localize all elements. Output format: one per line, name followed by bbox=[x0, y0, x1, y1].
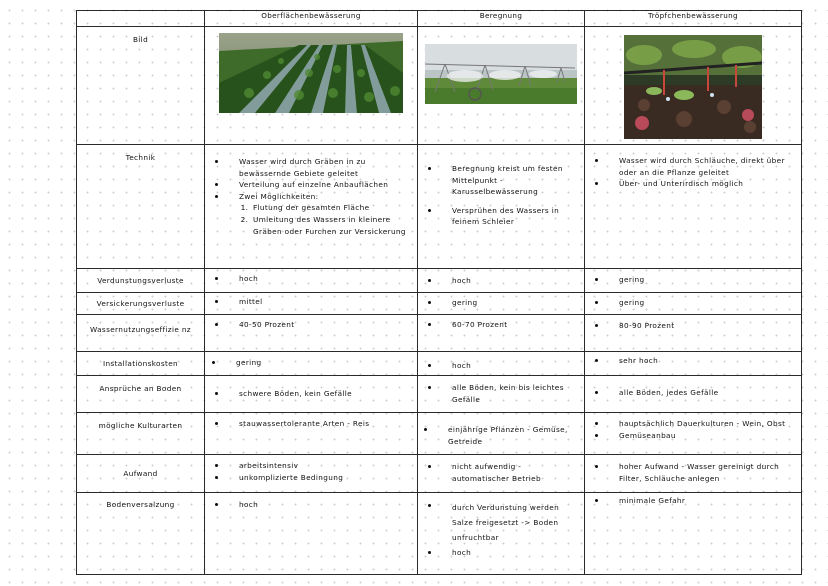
row-label-text: Wassernutzungseffizie nz bbox=[90, 325, 191, 334]
bullet-item: schwere Böden, kein Gefälle bbox=[215, 388, 411, 400]
irrigation-comparison-table bbox=[76, 10, 802, 575]
bullet-item: alle Böden, jedes Gefälle bbox=[595, 387, 795, 399]
row-ansprueche-boden bbox=[77, 376, 802, 413]
row-label-bodenversalzung bbox=[77, 493, 205, 575]
row-label-text: Versickerungsverluste bbox=[96, 299, 185, 308]
bullet-item: nicht aufwendig - automatischer Betrieb bbox=[428, 461, 578, 484]
row-label-text: Installationskosten bbox=[102, 359, 179, 368]
value-cell bbox=[585, 493, 802, 575]
value-cell bbox=[585, 293, 802, 315]
bullet-item: hoch bbox=[215, 499, 411, 511]
technik-cell-surface bbox=[205, 145, 418, 269]
row-label-text: Bodenversalzung bbox=[106, 500, 175, 509]
value-cell bbox=[418, 413, 585, 455]
row-label-versickerungsverluste bbox=[77, 293, 205, 315]
bullet-item: sehr hoch bbox=[595, 355, 795, 367]
image-cell-sprinkler bbox=[418, 27, 585, 145]
header-troepfchenbewaesserung: Tröpfchenbewässerung bbox=[585, 11, 802, 27]
value-cell bbox=[418, 376, 585, 413]
row-technik bbox=[77, 145, 802, 269]
row-label-text: Aufwand bbox=[123, 469, 158, 478]
value-cell bbox=[418, 493, 585, 575]
value-cell bbox=[418, 293, 585, 315]
value-cell bbox=[418, 315, 585, 352]
value-cell bbox=[585, 352, 802, 376]
bullet-item: durch Verdunstung werden Salze freigesetzt -> Boden unfruchtbar bbox=[428, 500, 578, 545]
bullet-item: hoch bbox=[215, 273, 411, 285]
header-beregnung: Beregnung bbox=[418, 11, 585, 27]
row-verdunstungsverluste bbox=[77, 269, 802, 293]
row-label-text: mögliche Kulturarten bbox=[98, 421, 183, 430]
bullet-item: Über- und Unterirdisch möglich bbox=[595, 178, 795, 190]
header-empty-cell bbox=[77, 11, 205, 27]
value-cell bbox=[585, 269, 802, 293]
value-cell bbox=[585, 455, 802, 493]
bullet-item: hauptsächlich Dauerkulturen - Wein, Obst bbox=[595, 418, 791, 430]
row-installationskosten bbox=[77, 352, 802, 376]
bullet-item: hoher Aufwand - Wasser gereinigt durch Filter, Schläuche anlegen bbox=[595, 461, 795, 484]
bullet-item: hoch bbox=[428, 360, 578, 372]
row-label-bild bbox=[77, 27, 205, 145]
bullet-item: gering bbox=[428, 297, 578, 309]
bullet-item: Gemüseanbau bbox=[595, 430, 791, 442]
bullet-item: 40-50 Prozent bbox=[215, 319, 411, 331]
value-cell bbox=[205, 376, 418, 413]
numbered-item: 1. Flutung der gesamten Fläche bbox=[251, 202, 411, 214]
value-cell bbox=[418, 455, 585, 493]
bullet-item: Wasser wird durch Schläuche, direkt über oder an die Pflanze geleitet bbox=[595, 155, 795, 178]
image-cell-drip bbox=[585, 27, 802, 145]
row-label-text: Technik bbox=[125, 153, 156, 162]
value-cell bbox=[205, 315, 418, 352]
row-label-text: Ansprüche an Boden bbox=[99, 384, 182, 393]
row-label-kulturarten bbox=[77, 413, 205, 455]
row-label-ansprueche-boden bbox=[77, 376, 205, 413]
row-label-technik bbox=[77, 145, 205, 269]
bullet-item: mittel bbox=[215, 296, 411, 308]
value-cell bbox=[585, 413, 802, 455]
row-label-aufwand bbox=[77, 455, 205, 493]
image-cell-surface bbox=[205, 27, 418, 145]
row-kulturarten bbox=[77, 413, 802, 455]
bullet-item: 80-90 Prozent bbox=[595, 320, 795, 332]
row-label-installationskosten bbox=[77, 352, 205, 376]
bullet-item: 60-70 Prozent bbox=[428, 319, 578, 331]
row-aufwand bbox=[77, 455, 802, 493]
value-cell bbox=[205, 352, 418, 376]
bullet-item: gering bbox=[595, 297, 795, 309]
value-cell bbox=[205, 455, 418, 493]
value-cell bbox=[585, 376, 802, 413]
row-label-verdunstungsverluste bbox=[77, 269, 205, 293]
numbered-item: 2. Umleitung des Wassers in kleinere Gräben oder Furchen zur Versickerung bbox=[251, 214, 411, 237]
value-cell bbox=[205, 269, 418, 293]
technik-cell-drip bbox=[585, 145, 802, 269]
furrow-field-photo bbox=[219, 33, 403, 113]
bullet-item: Verteilung auf einzelne Anbauflächen bbox=[215, 179, 411, 191]
bullet-item: hoch bbox=[428, 275, 578, 287]
row-label-wassernutzungseffizienz bbox=[77, 315, 205, 352]
bullet-item: gering bbox=[595, 274, 795, 286]
value-cell bbox=[205, 293, 418, 315]
drip-irrigation-photo bbox=[624, 35, 762, 139]
value-cell bbox=[205, 413, 418, 455]
bullet-item: alle Böden, kein bis leichtes Gefälle bbox=[428, 382, 578, 405]
header-row bbox=[77, 11, 802, 27]
bullet-item: gering bbox=[212, 357, 411, 369]
center-pivot-sprinkler-photo bbox=[425, 44, 577, 104]
technik-cell-sprinkler bbox=[418, 145, 585, 269]
row-wassernutzungseffizienz bbox=[77, 315, 802, 352]
bullet-item: minimale Gefahr bbox=[595, 495, 795, 507]
value-cell bbox=[585, 315, 802, 352]
bullet-item: Versprühen des Wassers in feinem Schleier bbox=[428, 205, 578, 228]
bullet-item: Zwei Möglichkeiten: bbox=[215, 191, 411, 203]
value-cell bbox=[205, 493, 418, 575]
bullet-item: hoch bbox=[428, 547, 578, 559]
bullet-item: stauwassertolerante Arten - Reis bbox=[215, 418, 411, 430]
header-oberflaechenbewaesserung: Oberflächenbewässerung bbox=[205, 11, 418, 27]
row-label-text: Verdunstungsverluste bbox=[97, 276, 184, 285]
bullet-item: Beregnung kreist um festen Mittelpunkt - Karusselbewässerung bbox=[428, 163, 578, 198]
bullet-item: Wasser wird durch Gräben in zu bewässernde Gebiete geleitet bbox=[215, 156, 411, 179]
row-bodenversalzung bbox=[77, 493, 802, 575]
row-versickerungsverluste bbox=[77, 293, 802, 315]
bullet-item: arbeitsintensiv bbox=[215, 460, 411, 472]
row-label-text: Bild bbox=[132, 35, 149, 44]
row-bild bbox=[77, 27, 802, 145]
value-cell bbox=[418, 269, 585, 293]
bullet-item: unkomplizierte Bedingung bbox=[215, 472, 411, 484]
value-cell bbox=[418, 352, 585, 376]
bullet-item: einjährige Pflanzen - Gemüse, Getreide bbox=[424, 424, 578, 447]
